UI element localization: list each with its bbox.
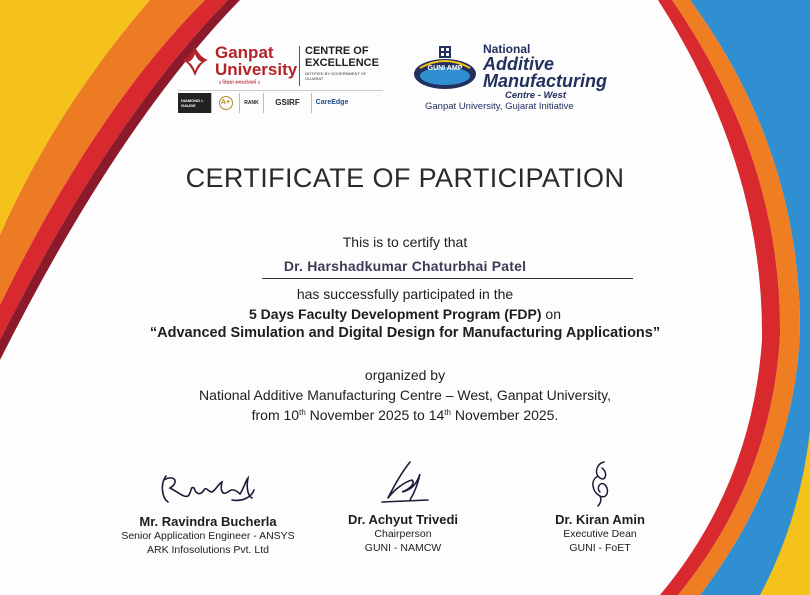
namcw-line2: Additive xyxy=(483,54,555,74)
coe-notified-text: NOTIFIED BY GOVERNMENT OF GUJARAT xyxy=(305,71,367,81)
namcw-line3: Manufacturing xyxy=(483,71,607,91)
rank-badge: RANK xyxy=(240,93,264,113)
signatory-title: Executive Dean xyxy=(563,528,637,540)
ganpat-name xyxy=(215,44,297,78)
dates-suffix: November 2025. xyxy=(450,407,559,423)
participated-line: has successfully participated in the xyxy=(296,286,514,302)
naac-grade: A+ xyxy=(219,96,233,110)
program-topic: “Advanced Simulation and Digital Design for Manufacturing Applications” xyxy=(149,325,661,341)
signatory-title: Senior Application Engineer - ANSYS xyxy=(121,530,295,542)
signatory-org: ARK Infosolutions Pvt. Ltd xyxy=(147,544,269,556)
namcw-line1: National xyxy=(483,42,531,56)
signature-ravindra-icon xyxy=(148,470,268,510)
signatory-ravindra xyxy=(98,470,318,557)
dates-middle: November 2025 to 14 xyxy=(305,407,445,423)
organizer-line: National Additive Manufacturing Centre – West, Ganpat University, xyxy=(199,387,611,403)
signatory-achyut xyxy=(293,460,513,555)
diamond-badge: DIAMOND I-GAUGE xyxy=(178,93,212,113)
signatory-org: GUNI - FoET xyxy=(569,542,631,554)
ganpat-flame-icon xyxy=(178,44,212,78)
recipient-name: Dr. Harshadkumar Chaturbhai Patel xyxy=(283,258,527,274)
signature-kiran-icon xyxy=(570,458,630,508)
coe-line1: CENTRE OF xyxy=(305,45,369,57)
dates-line xyxy=(0,407,810,423)
accreditation-badges xyxy=(178,90,383,112)
recipient-underline xyxy=(262,278,633,279)
certify-line: This is to certify that xyxy=(342,234,468,250)
signatory-org: GUNI - NAMCW xyxy=(364,542,442,554)
centre-of-excellence-label xyxy=(305,46,379,69)
signature-achyut-icon xyxy=(358,460,448,508)
program-line xyxy=(0,306,810,322)
guni-amp-emblem-icon xyxy=(412,46,478,92)
organized-by-line: organized by xyxy=(364,367,446,383)
signatory-title: Chairperson xyxy=(374,528,432,540)
ganpat-name-line1: Ganpat xyxy=(215,43,274,62)
ganpat-tagline: ॥ विद्यया समाजोत्कर्ष ॥ xyxy=(218,80,261,86)
signatory-name: Dr. Kiran Amin xyxy=(555,512,645,527)
guni-amp-mark-text: GUNI AMP xyxy=(427,65,463,72)
certificate-title: CERTIFICATE OF PARTICIPATION xyxy=(185,163,625,193)
ganpat-university-logo xyxy=(178,42,383,114)
careedge-badge: CareEdge xyxy=(315,99,349,106)
dates-prefix: from 10 xyxy=(251,407,300,423)
signatory-name: Mr. Ravindra Bucherla xyxy=(139,514,277,529)
coe-line2: EXCELLENCE xyxy=(305,56,379,69)
namcw-line4: Centre - West xyxy=(505,90,567,101)
gsirf-badge: GSIRF xyxy=(264,93,312,113)
dates-end-sup: th xyxy=(444,408,451,417)
program-name: 5 Days Faculty Development Program (FDP) xyxy=(249,306,542,322)
logo-divider xyxy=(299,46,300,86)
ganpat-name-line2: University xyxy=(215,60,298,79)
signatory-name: Dr. Achyut Trivedi xyxy=(347,512,459,527)
naac-badge xyxy=(212,93,240,113)
program-suffix: on xyxy=(541,306,561,322)
signatory-kiran xyxy=(490,458,710,555)
namcw-logo xyxy=(412,42,637,114)
dates-start-sup: th xyxy=(299,408,306,417)
namcw-affiliation: Ganpat University, Gujarat Initiative xyxy=(425,101,574,112)
